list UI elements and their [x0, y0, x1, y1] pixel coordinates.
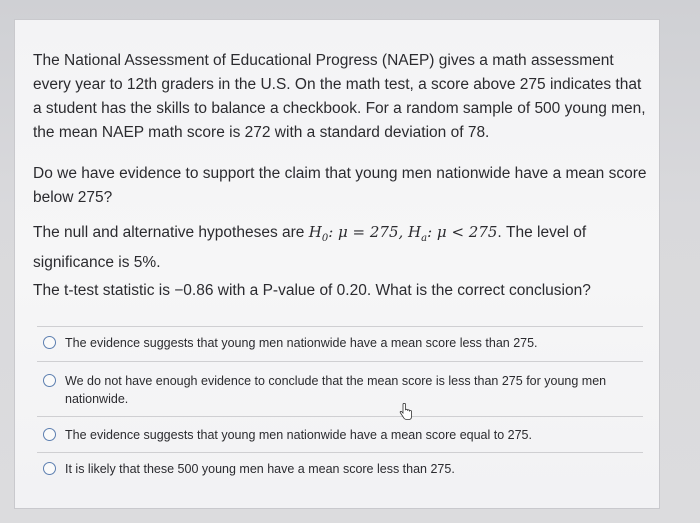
- divider: [37, 361, 643, 362]
- question-paragraph-intro: The National Assessment of Educational Progress (NAEP) gives a math assessment every year to 12th graders in the U.S. On the math test, a score above 275 indicates that a student has the skills to balance a checkbook. For a random sample of 500 young men, the mean NAEP math score is 272 with a standard deviation of 78.: [33, 52, 646, 141]
- question-paragraph-hypotheses: [33, 220, 653, 275]
- hypotheses-suffix: . The level of significance is 5%.: [33, 224, 587, 271]
- divider: [37, 416, 643, 417]
- radio-button-icon[interactable]: [43, 462, 56, 475]
- answer-option-label: We do not have enough evidence to conclude that the mean score is less than 275 for young men nationwide.: [65, 374, 607, 406]
- divider: [37, 452, 643, 453]
- radio-button-icon[interactable]: [43, 428, 56, 441]
- radio-button-icon[interactable]: [43, 374, 56, 387]
- divider: [37, 326, 643, 327]
- answer-option-4[interactable]: [43, 460, 643, 478]
- question-card: [14, 19, 660, 509]
- hand-pointer-cursor-icon: [399, 403, 413, 421]
- answer-option-1[interactable]: [43, 334, 643, 352]
- null-hypothesis: $H_0$: μ = 275,: [308, 223, 409, 244]
- answer-option-label: The evidence suggests that young men nationwide have a mean score equal to 275.: [65, 428, 532, 442]
- question-paragraph-claim: Do we have evidence to support the claim that young men nationwide have a mean score below 275?: [33, 165, 647, 206]
- alternative-hypothesis: $H_a$: μ < 275: [408, 223, 498, 244]
- answer-option-label: It is likely that these 500 young men have a mean score less than 275.: [65, 462, 455, 476]
- answer-option-2[interactable]: [43, 372, 643, 408]
- hypotheses-prefix: The null and alternative hypotheses are: [33, 224, 309, 241]
- radio-button-icon[interactable]: [43, 336, 56, 349]
- answer-option-3[interactable]: [43, 426, 643, 444]
- question-paragraph-test-result: The t-test statistic is −0.86 with a P-value of 0.20. What is the correct conclusion?: [33, 282, 591, 299]
- answer-option-label: The evidence suggests that young men nationwide have a mean score less than 275.: [65, 336, 538, 350]
